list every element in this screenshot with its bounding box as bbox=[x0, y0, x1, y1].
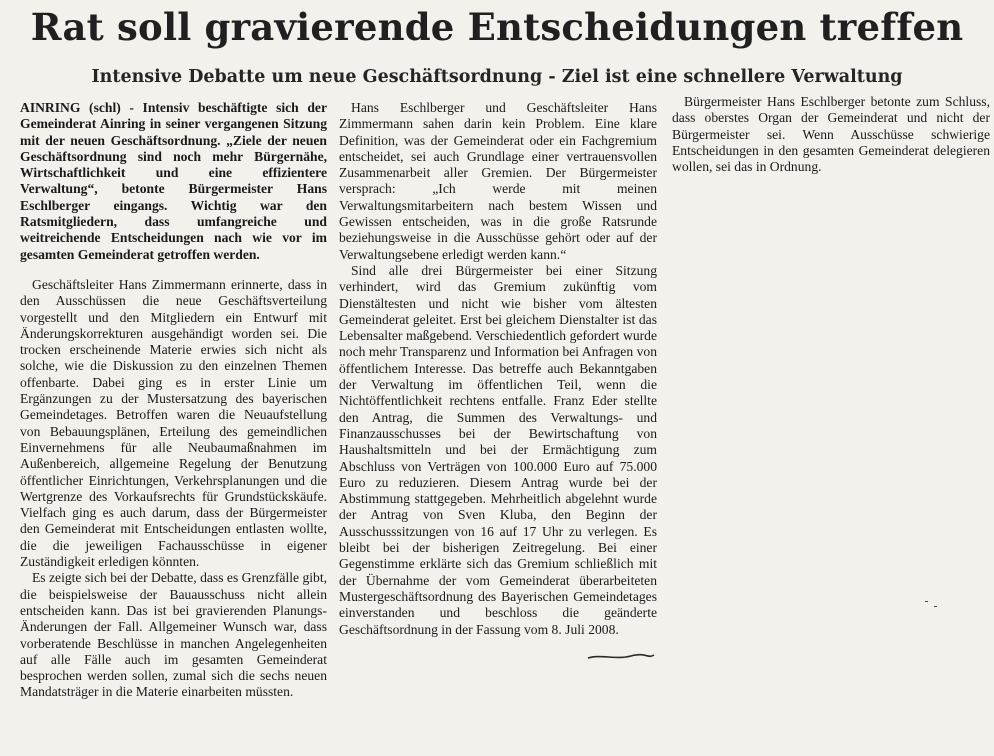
article-subheadline: Intensive Debatte um neue Geschäftsordnung - Ziel ist eine schnellere Verwaltung bbox=[91, 67, 903, 87]
article-column-1 bbox=[20, 100, 327, 701]
speck bbox=[934, 606, 937, 607]
article-paragraph: Sind alle drei Bürgermeister bei einer Sitzung verhindert, wird das Gremium zukünftig vom Dienstältesten und nicht wie bisher vom ältesten Gemeinderat geleitet. Erst bei gleichem Dienstalter ist das Lebensalter maßgebend. Verschiedentlich gefordert wurde noch mehr Transparenz und Information bei Anfragen von öffentlichem Interesse. Das betreffe auch Bekanntgaben der Verwaltung im öffentlichen Teil, wenn die Nichtöffentlichkeit rechtens entfalle. Franz Eder stellte den Antrag, die Summen des Verwaltungs- und Finanzausschusses bei der Bewirtschaftung von Haushaltsmitteln und bei der Ermächtigung zum Abschluss von Verträgen von 100.000 Euro auf 75.000 Euro zu reduzieren. Diesem Antrag wurde bei der Abstimmung stattgegeben. Mehrheitlich abgelehnt wurde der Antrag von Sven Kluba, den Beginn der Ausschusssitzungen von 16 auf 17 Uhr zu verlegen. Es bleibt bei der bisherigen Zeitregelung. Bei einer Gegenstimme erklärte sich das Gremium schließlich mit der Übernahme der vom Gemeinderat überarbeiteten Mustergeschäftsordnung des Bayerischen Gemeindetages einverstanden und beschloss die geänderte Geschäftsordnung in der Fassung vom 8. Juli 2008. bbox=[339, 262, 657, 637]
article-column-3 bbox=[672, 94, 990, 175]
article-headline: Rat soll gravierende Entscheidungen treffen bbox=[30, 5, 964, 49]
article-lead: AINRING (schl) - Intensiv beschäftigte sich der Gemeinderat Ainring in seiner vergangenen Sitzung mit der neuen Geschäftsordnung. „Ziele der neuen Geschäftsordnung sind noch mehr Bürgernähe, Wirtschaftlichkeit und eine effizientere Verwaltung“, betonte Bürgermeister Hans Eschlberger eingangs. Wichtig war den Ratsmitgliedern, dass umfangreiche und weitreichende Entscheidungen nach wie vor im gesamten Gemeinderat getroffen werden. bbox=[20, 100, 327, 262]
article-paragraph: Hans Eschlberger und Geschäftsleiter Hans Zimmermann sahen darin kein Problem. Eine klare Definition, was der Gemeinderat oder ein Fachgremium entscheidet, sei auch Grundlage einer vertrauensvollen Zusammenarbeit aller Gremien. Der Bürgermeister versprach: „Ich werde mit meinen Verwaltungsmitarbeitern nach bestem Wissen und Gewissen entscheiden, was in die große Ratsrunde beziehungsweise in die Ausschüsse gehört oder auf der Verwaltungsebene erledigt werden kann.“ bbox=[339, 100, 657, 262]
article-paragraph: Es zeigte sich bei der Debatte, dass es Grenzfälle gibt, die beispielsweise der Bauausschuss nicht allein entscheiden kann. Das ist bei gravierenden Planungs-Änderungen der Fall. Allgemeiner Wunsch war, dass vorberatende Beschlüsse in manchen Angelegenheiten auf alle Fälle auch im gesamten Gemeinderat besprochen werden sollen, zumal sich die sechs neuen Mandatsträger in die Materie einarbeiten müssten. bbox=[20, 570, 327, 700]
speck bbox=[925, 601, 928, 602]
article-paragraph: Geschäftsleiter Hans Zimmermann erinnerte, dass in den Ausschüssen die neue Geschäftsverteilung vorgestellt und den Mitgliedern ein Entwurf mit Änderungskorrekturen ausgehändigt worden sei. Die trocken erscheinende Materie erwies sich nicht als solche, wie die Diskussion zu den einzelnen Themen offenbarte. Dabei ging es in erster Linie um Ergänzungen zu der Mustersatzung des bayerischen Gemeindetages. Betroffen waren die Neuaufstellung von Bebauungsplänen, Erteilung des gemeindlichen Einvernehmens für alle Neubaumaßnahmen im Außenbereich, allgemeine Regelung der Benutzung öffentlicher Einrichtungen, Verkehrsplanungen und die Wertgrenze des Vorkaufsrechts für Grundstückskäufe. Vielfach ging es auch darum, dass der Bürgermeister den Gemeinderat mit Entscheidungen entlasten wollte, die die jeweiligen Fachausschüsse in eigener Zuständigkeit erledigen könnten. bbox=[20, 276, 327, 570]
pen-mark-icon bbox=[586, 650, 656, 664]
article-column-2 bbox=[339, 100, 657, 638]
article-paragraph: Bürgermeister Hans Eschlberger betonte zum Schluss, dass oberstes Organ der Gemeinderat und nicht der Bürgermeister sei. Wenn Ausschüsse schwierige Entscheidungen in den gesamten Gemeinderat delegieren wollen, sei das in Ordnung. bbox=[672, 94, 990, 175]
